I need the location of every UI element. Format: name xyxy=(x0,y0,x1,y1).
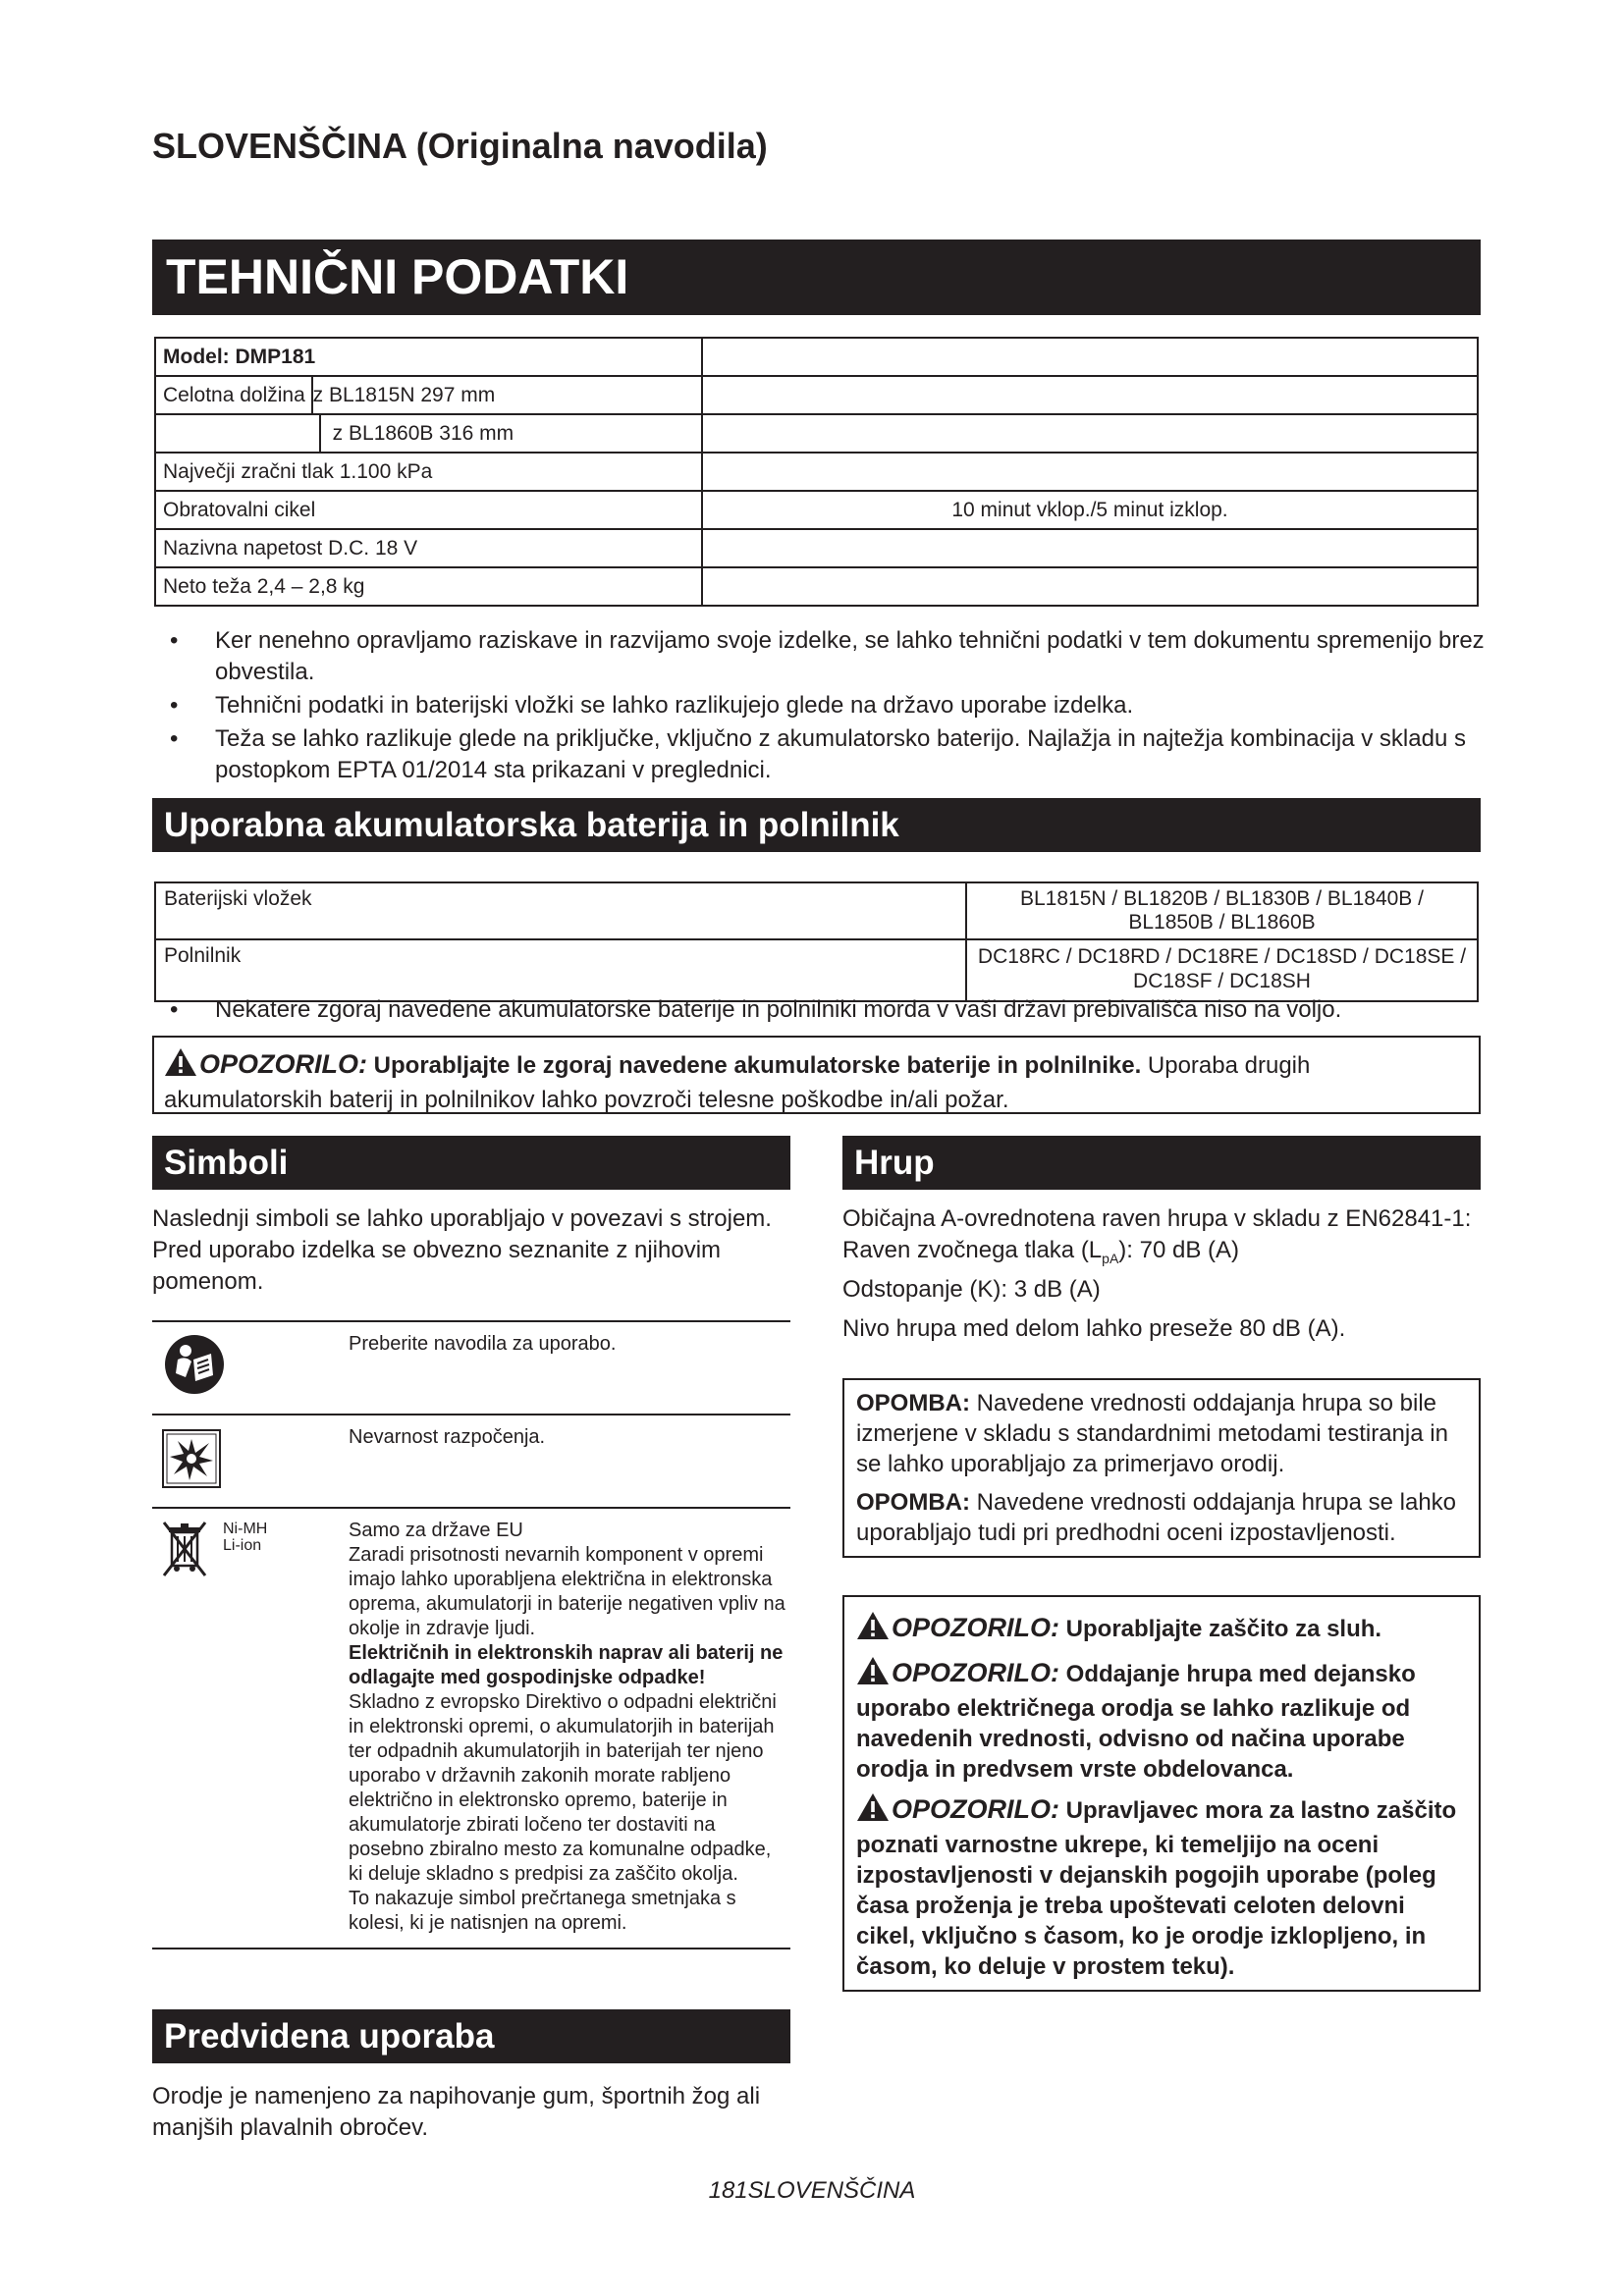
spec-label: Največji zračni tlak xyxy=(163,459,334,483)
table-row xyxy=(155,414,1478,453)
warning-word: OPOZORILO: xyxy=(892,1794,1059,1824)
list-item: • Ker nenehno opravljamo raziskave in razvijamo svoje izdelke, se lahko tehnični podatki v tem dokumentu spremenijo brez obvestila. xyxy=(152,625,1488,688)
crossed-bin-icon xyxy=(160,1519,211,1579)
warning-word: OPOZORILO: xyxy=(892,1613,1059,1642)
noise-exceed: Nivo hrupa med delom lahko preseže 80 dB (A). xyxy=(842,1314,1346,1342)
table-row xyxy=(155,529,1478,567)
warning-word: OPOZORILO: xyxy=(199,1049,367,1079)
note-text: Navedene vrednosti oddajanja hrupa se lahko uporabljajo tudi pri predhodni oceni izpostavljenosti. xyxy=(856,1489,1457,1546)
battery-warning-box xyxy=(152,1036,1481,1114)
spec-label-cell xyxy=(155,414,702,453)
note-item xyxy=(856,1388,1467,1479)
table-row xyxy=(155,567,1478,606)
battery-label: Baterijski vložek xyxy=(155,882,966,939)
charger-value: DC18RC / DC18RD / DC18RE / DC18SD / DC18SE / DC18SF / DC18SH xyxy=(966,939,1478,1001)
symbol-icon-cell xyxy=(152,1415,349,1508)
spec-value-cell xyxy=(702,414,1478,453)
spec-label-cell xyxy=(155,376,702,414)
table-row xyxy=(152,1321,790,1415)
table-row xyxy=(155,338,1478,376)
read-manual-icon xyxy=(164,1334,225,1395)
intended-use-text: Orodje je namenjeno za napihovanje gum, športnih žog ali manjših plavalnih obročev. xyxy=(152,2083,761,2141)
table-row xyxy=(155,376,1478,414)
spec-label-cell xyxy=(155,491,702,529)
spec-label-cell xyxy=(155,453,702,491)
table-row xyxy=(155,939,1478,1001)
spec-label: Nazivna napetost xyxy=(163,536,323,560)
spec-model: Model: DMP181 xyxy=(163,345,316,368)
warning-triangle-icon xyxy=(856,1792,890,1830)
battery-table xyxy=(154,881,1479,1002)
section-title-symbols: Simboli xyxy=(152,1136,790,1190)
warning-item xyxy=(856,1611,1467,1648)
noise-uncertainty: Odstopanje (K): 3 dB (A) xyxy=(842,1275,1101,1303)
warning-text: Uporabljajte zaščito za sluh. xyxy=(1065,1616,1382,1642)
battery-type: Ni-MH xyxy=(223,1521,268,1537)
noise-pressure-sub: pA xyxy=(1102,1250,1119,1266)
table-row xyxy=(152,1508,790,1949)
spec-value: 297 mm xyxy=(420,383,496,406)
battery-notes-list xyxy=(152,994,1488,1028)
spec-model-value-cell xyxy=(702,338,1478,376)
spec-value: 2,4 – 2,8 kg xyxy=(256,574,365,598)
symbol-icon-cell xyxy=(152,1508,349,1949)
spec-value: 316 mm xyxy=(439,421,514,445)
noise-pressure-label: Raven zvočnega tlaka (L xyxy=(842,1237,1103,1263)
list-item: • Tehnični podatki in baterijski vložki se lahko razlikujejo glede na državo uporabe izdelka. xyxy=(152,690,1488,721)
spec-value-cell xyxy=(702,453,1478,491)
table-row xyxy=(155,453,1478,491)
spec-value: D.C. 18 V xyxy=(328,536,418,560)
note-text: Navedene vrednosti oddajanja hrupa so bile izmerjene v skladu s standardnimi metodami testiranja in se lahko uporabljajo za primerjavo orodij. xyxy=(856,1390,1448,1477)
warning-triangle-icon xyxy=(856,1656,890,1693)
spec-notes-list xyxy=(152,625,1488,788)
noise-values xyxy=(842,1203,1481,1345)
symbol-weee-body2: Skladno z evropsko Direktivo o odpadni električni in elektronski opremi, o akumulatorjih in baterijah ter odpadnih akumulatorjih in baterijah ter njeno uporabo v državnih zakonih morate rabljeno električno in elektronsko opremo, baterije in akumulatorje zbirati ločeno ter dostaviti na posebno zbiralno mesto za komunalne odpadke, ki deluje skladno s predpisi za zaščito okolja. xyxy=(349,1691,777,1885)
page-number: 181 xyxy=(708,2177,748,2204)
noise-pressure-value: ): 70 dB (A) xyxy=(1118,1237,1239,1263)
table-row xyxy=(155,491,1478,529)
warning-text: Upravljavec mora za lastno zaščito poznati varnostne ukrepe, ki temeljijo na oceni izpostavljenosti v dejanskih pogojih uporabe (poleg časa proženja je treba upoštevati celoten delovni cikel, vključno s časom, ko je orodje izklopljeno, in časom, ko deluje v prostem teku). xyxy=(856,1797,1457,1980)
warning-text: Oddajanje hrupa med dejansko uporabo električnega orodja se lahko razlikuje od navedenih vrednosti, odvisno od načina uporabe orodja in predvsem vrste obdelovanca. xyxy=(856,1661,1416,1783)
symbols-intro: Naslednji simboli se lahko uporabljajo v povezavi s strojem. Pred uporabo izdelka se obvezno seznanite z njihovim pomenom. xyxy=(152,1205,772,1295)
symbol-text: Preberite navodila za uporabo. xyxy=(349,1321,790,1415)
note-item xyxy=(856,1487,1467,1548)
warning-word: OPOZORILO: xyxy=(892,1658,1059,1687)
table-row xyxy=(152,1415,790,1508)
section-title-specs: TEHNIČNI PODATKI xyxy=(152,240,1481,315)
spec-label: Neto teža xyxy=(163,574,251,598)
language-title: SLOVENŠČINA (Originalna navodila) xyxy=(152,126,768,166)
spec-table xyxy=(154,337,1479,607)
spec-value-cell xyxy=(702,567,1478,606)
battery-types xyxy=(223,1521,267,1554)
symbol-weee-body3: To nakazuje simbol prečrtanega smetnjaka s kolesi, ki je natisnjen na opremi. xyxy=(349,1888,736,1934)
spec-value: 1.100 kPa xyxy=(339,459,433,483)
spec-value: 10 minut vklop./5 minut izklop. xyxy=(702,491,1478,529)
battery-value: BL1815N / BL1820B / BL1830B / BL1840B / BL1850B / BL1860B xyxy=(966,882,1478,939)
symbol-weee-text xyxy=(349,1508,790,1949)
symbol-weee-bold: Električnih in elektronskih naprav ali baterij ne odlagajte med gospodinjske odpadke! xyxy=(349,1642,784,1688)
symbol-text: Nevarnost razpočenja. xyxy=(349,1415,790,1508)
symbols-table xyxy=(152,1320,790,1949)
note-word: OPOMBA: xyxy=(856,1489,970,1516)
table-row xyxy=(155,882,1478,939)
warning-item xyxy=(856,1792,1467,1982)
noise-pressure xyxy=(842,1235,1481,1274)
noise-warnings-box xyxy=(842,1595,1481,1992)
warning-text: Uporaba drugih akumulatorskih baterij in polnilnikov lahko povzroči telesne poškodbe in/ali požar. xyxy=(164,1052,1311,1113)
spec-label: Celotna dolžina xyxy=(163,383,305,406)
warning-bold-text: Uporabljajte le zgoraj navedene akumulatorske baterije in polnilnike. xyxy=(373,1052,1142,1079)
footer-language: SLOVENŠČINA xyxy=(747,2177,916,2204)
warning-triangle-icon xyxy=(164,1047,197,1085)
section-title-intended-use: Predvidena uporaba xyxy=(152,2009,790,2063)
section-title-battery: Uporabna akumulatorska baterija in polnilnik xyxy=(152,798,1481,852)
spec-label: Obratovalni cikel xyxy=(163,498,316,521)
explosion-hazard-icon xyxy=(162,1429,221,1488)
spec-sub-label: z BL1860B xyxy=(332,421,434,445)
list-item: • Nekatere zgoraj navedene akumulatorske baterije in polnilniki morda v vaši državi prebivališča niso na voljo. xyxy=(152,994,1488,1026)
spec-label-cell xyxy=(155,567,702,606)
note-word: OPOMBA: xyxy=(856,1390,970,1416)
noise-notes-box xyxy=(842,1378,1481,1558)
warning-triangle-icon xyxy=(856,1611,890,1648)
noise-intro: Običajna A-ovrednotena raven hrupa v skladu z EN62841-1: xyxy=(842,1205,1472,1232)
section-title-noise: Hrup xyxy=(842,1136,1481,1190)
spec-value-cell xyxy=(702,529,1478,567)
battery-type: Li-ion xyxy=(223,1537,262,1554)
spec-label-cell xyxy=(155,529,702,567)
symbol-icon-cell xyxy=(152,1321,349,1415)
symbol-weee-body: Zaradi prisotnosti nevarnih komponent v opremi imajo lahko uporabljena električna in elektronska oprema, akumulatorji in baterije negativen vpliv na okolje in zdravje ljudi. xyxy=(349,1544,785,1639)
spec-value-cell xyxy=(702,376,1478,414)
spec-sub-label: z BL1815N xyxy=(312,383,415,406)
symbol-weee-title: Samo za države EU xyxy=(349,1520,523,1541)
page-footer xyxy=(0,2177,1624,2205)
warning-item xyxy=(856,1656,1467,1785)
charger-label: Polnilnik xyxy=(155,939,966,1001)
spec-model-cell xyxy=(155,338,702,376)
list-item: • Teža se lahko razlikuje glede na priključke, vključno z akumulatorsko baterijo. Najlažja in najtežja kombinacija v skladu s postopkom EPTA 01/2014 sta prikazani v preglednici. xyxy=(152,723,1488,786)
